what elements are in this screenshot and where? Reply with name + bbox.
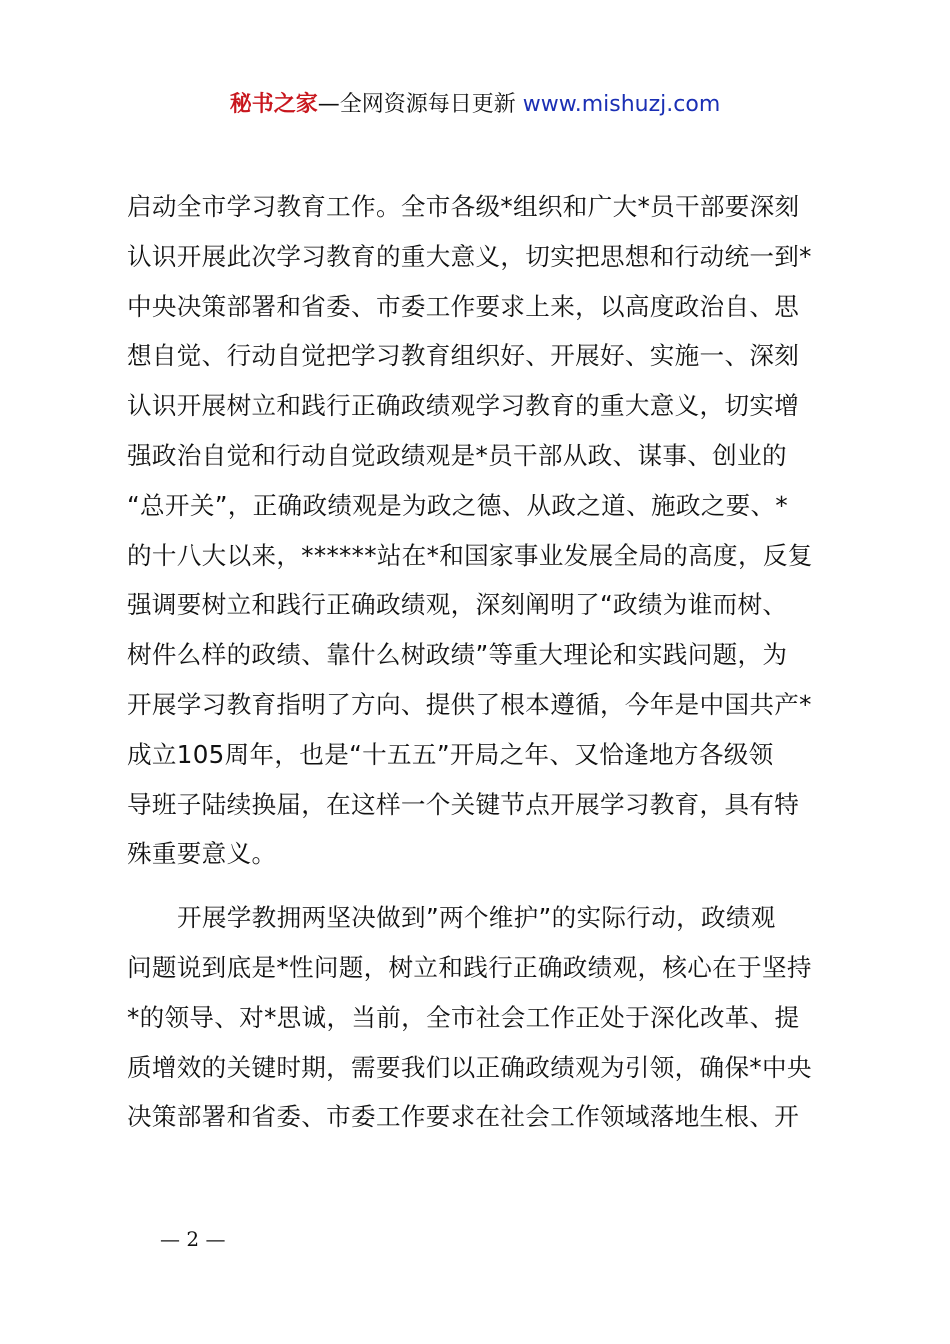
text-line: 中央决策部署和省委、市委工作要求上来，以高度政治自、思 — [127, 291, 800, 321]
text-line: 树件么样的政绩、靠什么树政绩”等重大理论和实践问题，为 — [127, 640, 788, 670]
document-body — [127, 182, 837, 1142]
paragraph-spacer — [127, 879, 837, 893]
text-line: 强调要树立和践行正确政绩观，深刻阐明了“政绩为谁而树、 — [127, 590, 788, 620]
text-line: 问题说到底是*性问题，树立和践行正确政绩观，核心在于坚持 — [127, 952, 812, 982]
text-line: 启动全市学习教育工作。全市各级*组织和广大*员干部要深刻 — [127, 192, 800, 221]
header-tagline: —全网资源每日更新 — [317, 92, 516, 117]
text-line: 的十八大以来，******站在*和国家事业发展全局的高度，反复 — [127, 540, 813, 570]
paragraph-2 — [127, 893, 837, 1142]
text-line: 强政治自觉和行动自觉政绩观是*员干部从政、谋事、创业的 — [127, 440, 787, 470]
text-line: 成立105周年，也是“十五五”开局之年、又恰逢地方各级领 — [127, 739, 774, 769]
page-header — [0, 88, 950, 122]
paragraph-1 — [127, 182, 837, 879]
site-url-link[interactable]: www.mishuzj.com — [522, 92, 721, 117]
text-line: 殊重要意义。 — [127, 839, 277, 869]
page-number: — 2 — — [160, 1227, 226, 1251]
text-line: 想自觉、行动自觉把学习教育组织好、开展好、实施一、深刻 — [127, 341, 800, 371]
text-line: *的领导、对*思诚，当前，全市社会工作正处于深化改革、提 — [127, 1002, 800, 1032]
text-line: 认识开展树立和践行正确政绩观学习教育的重大意义，切实增 — [127, 391, 800, 421]
brand-name: 秘书之家 — [229, 92, 318, 117]
text-line: 决策部署和省委、市委工作要求在社会工作领域落地生根、开 — [127, 1102, 800, 1132]
text-line: 导班子陆续换届，在这样一个关键节点开展学习教育，具有特 — [127, 789, 800, 819]
text-line-indented: 开展学教拥两坚决做到”两个维护”的实际行动，政绩观 — [177, 903, 776, 933]
text-line: 认识开展此次学习教育的重大意义，切实把思想和行动统一到* — [127, 241, 812, 271]
text-line: 质增效的关键时期，需要我们以正确政绩观为引领，确保*中央 — [127, 1052, 812, 1082]
text-line: “总开关”，正确政绩观是为政之德、从政之道、施政之要、* — [127, 490, 789, 520]
text-line: 开展学习教育指明了方向、提供了根本遵循，今年是中国共产* — [127, 689, 812, 719]
